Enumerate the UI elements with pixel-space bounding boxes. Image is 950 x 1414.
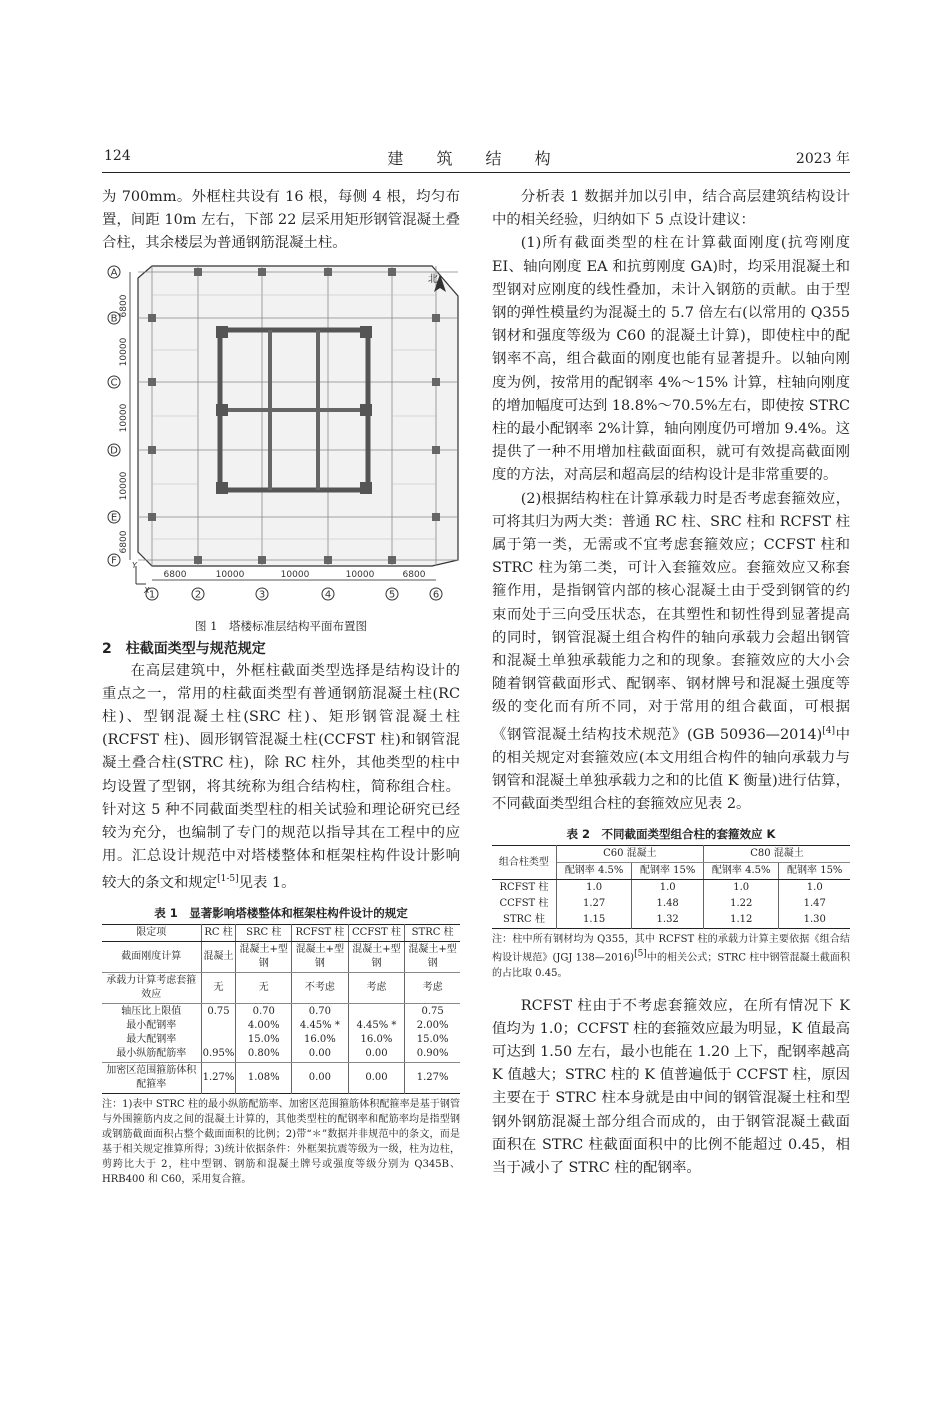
row-dimension: 10000 — [119, 471, 129, 500]
col-axis-label: 1 — [148, 589, 156, 601]
page-number: 124 — [104, 148, 131, 164]
row-axis-label: D — [110, 445, 118, 457]
paragraph: 分析表 1 数据并加以引申，结合高层建筑结构设计中的相关经验，归纳如下 5 点设计建议： — [492, 189, 850, 229]
col-dimension: 6800 — [163, 569, 187, 580]
row-dimension: 6800 — [119, 530, 129, 554]
row-axis-label: E — [110, 512, 118, 524]
col-dimension: 10000 — [280, 569, 310, 580]
north-label: 北 — [428, 273, 438, 285]
figure-caption: 图 1 塔楼标准层结构平面布置图 — [195, 618, 367, 633]
floor-plan-figure — [102, 262, 460, 614]
paragraph: (1)所有截面类型的柱在计算截面刚度(抗弯刚度 EI、轴向刚度 EA 和抗剪刚度 GA)时，均采用混凝土和型钢对应刚度的线性叠加，未计入钢筋的贡献。由于型钢的弹性模量约为混凝土的 5.7 倍左右(以常用的 Q355 钢材和强度等级为 C60 的混凝土计算)，即使柱中的配钢率不高，组合截面的刚度也能有显著提升。以轴向刚度为例，按常用的配钢率 4%～15% 计算，柱轴向刚度的增加幅度可达到 18.8%～70.5%左右，即使按 STRC 柱的最小配钢率 2%计算，轴向刚度仍可增加 9.4%。这提供了一种不用增加柱截面面积，就可有效提高截面刚度的方法，对高层和超高层的结构设计是非常重要的。 — [492, 235, 850, 484]
col-dimension: 10000 — [215, 569, 245, 580]
right-column — [492, 186, 850, 1180]
paragraph: RCFST 柱由于不考虑套箍效应，在所有情况下 K 值均为 1.0；CCFST 柱的套箍效应最为明显，K 值最高可达到 1.50 左右，最小也能在 1.20 上下，配钢率越高 K 值越大；STRC 柱的 K 值普遍低于 CCFST 柱，原因主要在于 STRC 柱本身就是由中间的钢管混凝土柱和型钢外钢筋混凝土部分组合而成的，由于钢管混凝土截面面积在 STRC 柱截面面积中的比例不能超过 0.45，相当于减小了 STRC 柱的配钢率。 — [492, 997, 850, 1177]
floor-plan-drawing — [102, 262, 460, 612]
row-dimension: 10000 — [119, 337, 129, 366]
axis-x-label: X — [144, 585, 150, 595]
section-paragraph: 在高层建筑中，外框柱截面类型选择是结构设计的重点之一，常用的柱截面类型有普通钢筋混凝土柱(RC 柱)、型钢混凝土柱(SRC 柱)、矩形钢管混凝土柱(RCFST 柱)、圆形钢管混凝土柱(CCFST 柱)和钢管混凝土叠合柱(STRC 柱)，除 RC 柱外，其他类型的柱中均设置了型钢，将其统称为组合结构柱，简称组合柱。针对这 5 种不同截面类型柱的相关试验和理论研究已经较为充分，也编制了专门的规范以指导其在工程中的应用。汇总设计规范中对塔楼整体和框架柱构件设计影响较大的条文和规定[1-5]见表 1。 — [102, 662, 460, 892]
col-axis-label: 2 — [194, 589, 202, 601]
row-axis-label: A — [110, 267, 118, 279]
section-title: 2 柱截面类型与规范规定 — [102, 640, 266, 657]
left-column — [102, 186, 460, 1187]
table2: 组合柱类型 C60 混凝土 C80 混凝土 配钢率 4.5% 配钢率 15% 配钢率 4.5% 配钢率 15% RCFST 柱 1.0 1.0 1.0 1.0 CCFST 柱 1.27 1.48 1.22 1.47 STRC 柱 1.15 1.32 1.12 1.30 — [492, 845, 850, 929]
table1-caption: 表 1 显著影响塔楼整体和框架柱构件设计的规定 — [154, 906, 408, 921]
col-axis-label: 5 — [388, 589, 396, 601]
table2-caption: 表 2 不同截面类型组合柱的套箍效应 K — [566, 827, 776, 842]
intro-paragraph: 为 700mm。外框柱共设有 16 根，每侧 4 根，均匀布置，间距 10m 左右，下部 22 层采用矩形钢管混凝土叠合柱，其余楼层为普通钢筋混凝土柱。 — [102, 189, 460, 252]
row-axis-label: B — [110, 313, 118, 325]
table1-note: 注：1)表中 STRC 柱的最小纵筋配筋率、加密区范围箍筋体积配箍率是基于钢管与外围箍筋内皮之间的混凝土计算的，其他类型柱的配钢率和配筋率均是指型钢或钢筋截面面积占整个截面面积的比例；2)带“＊”数据并非规范中的条文，而是基于相关规定推算所得；3)统计依据条件：外框架抗震等级为一级，柱为边柱，剪跨比大于 2，柱中型钢、钢筋和混凝土牌号或强度等级分别为 Q345B、HRB400 和 C60，采用复合箍。 — [102, 1099, 460, 1186]
table1: 限定项 RC 柱 SRC 柱 RCFST 柱 CCFST 柱 STRC 柱 截面刚度计算 混凝土 混凝土+型钢 混凝土+型钢 混凝土+型钢 混凝土+型钢 承载力计算考虑套箍效应 无 无 不考虑 考虑 考虑 轴压比上限值 最小配钢率 最大配钢率 最小纵筋配筋率 0.75 0.95% 0.70 4.00% 15.0% 0.80% 0.70 4.45% * 16.0% 0.00 4.45% * 16.0% 0.00 0.75 2.00% 15.0% 0.90% 加密区范围箍筋体积配箍率 1.27% 1.08% 0.00 0.00 1.27% — [102, 924, 460, 1094]
col-dimension: 10000 — [345, 569, 375, 580]
journal-name: 建 筑 结 构 — [387, 149, 565, 168]
paragraph: (2)根据结构柱在计算承载力时是否考虑套箍效应，可将其归为两大类：普通 RC 柱、SRC 柱和 RCFST 柱属于第一类，无需或不宜考虑套箍效应；CCFST 柱和 STRC 柱为第二类，可计入套箍效应。套箍效应又称套箍作用，是指钢管内部的核心混凝土由于受到钢管的约束而处于三向受压状态，在其塑性和韧性得到显著提高的同时，钢管混凝土组合构件的轴向承载力会超出钢管和混凝土单独承载能力之和的现象。套箍效应的大小会随着钢管截面形式、配钢率、钢材牌号和混凝土强度等级的变化而有所不同，对于常用的组合截面，可根据《钢管混凝土结构技术规范》(GB 50936—2014)[4]中的相关规定对套箍效应(本文用组合构件的轴向承载力与钢管和混凝土单独承载力之和的比值 K 衡量)进行估算，不同截面类型组合柱的套箍效应见表 2。 — [492, 490, 850, 813]
col-dimension: 6800 — [402, 569, 426, 580]
table2-note: 注：柱中所有钢材均为 Q355，其中 RCFST 柱的承载力计算主要依据《组合结构设计规范》(JGJ 138—2016)[5]中的相关公式；STRC 柱中钢管混凝土截面积的占比取 0.45。 — [492, 934, 850, 979]
row-dimension: 10000 — [119, 403, 129, 432]
axis-y-label: Y — [132, 560, 137, 570]
row-dimension: 6800 — [119, 294, 129, 318]
row-axis-label: C — [110, 377, 118, 389]
col-axis-label: 3 — [258, 589, 266, 601]
row-axis-label: F — [111, 555, 117, 567]
journal-year: 2023 年 — [795, 151, 850, 167]
page-header — [102, 146, 850, 173]
col-axis-label: 4 — [324, 589, 332, 601]
col-axis-label: 6 — [432, 589, 440, 601]
